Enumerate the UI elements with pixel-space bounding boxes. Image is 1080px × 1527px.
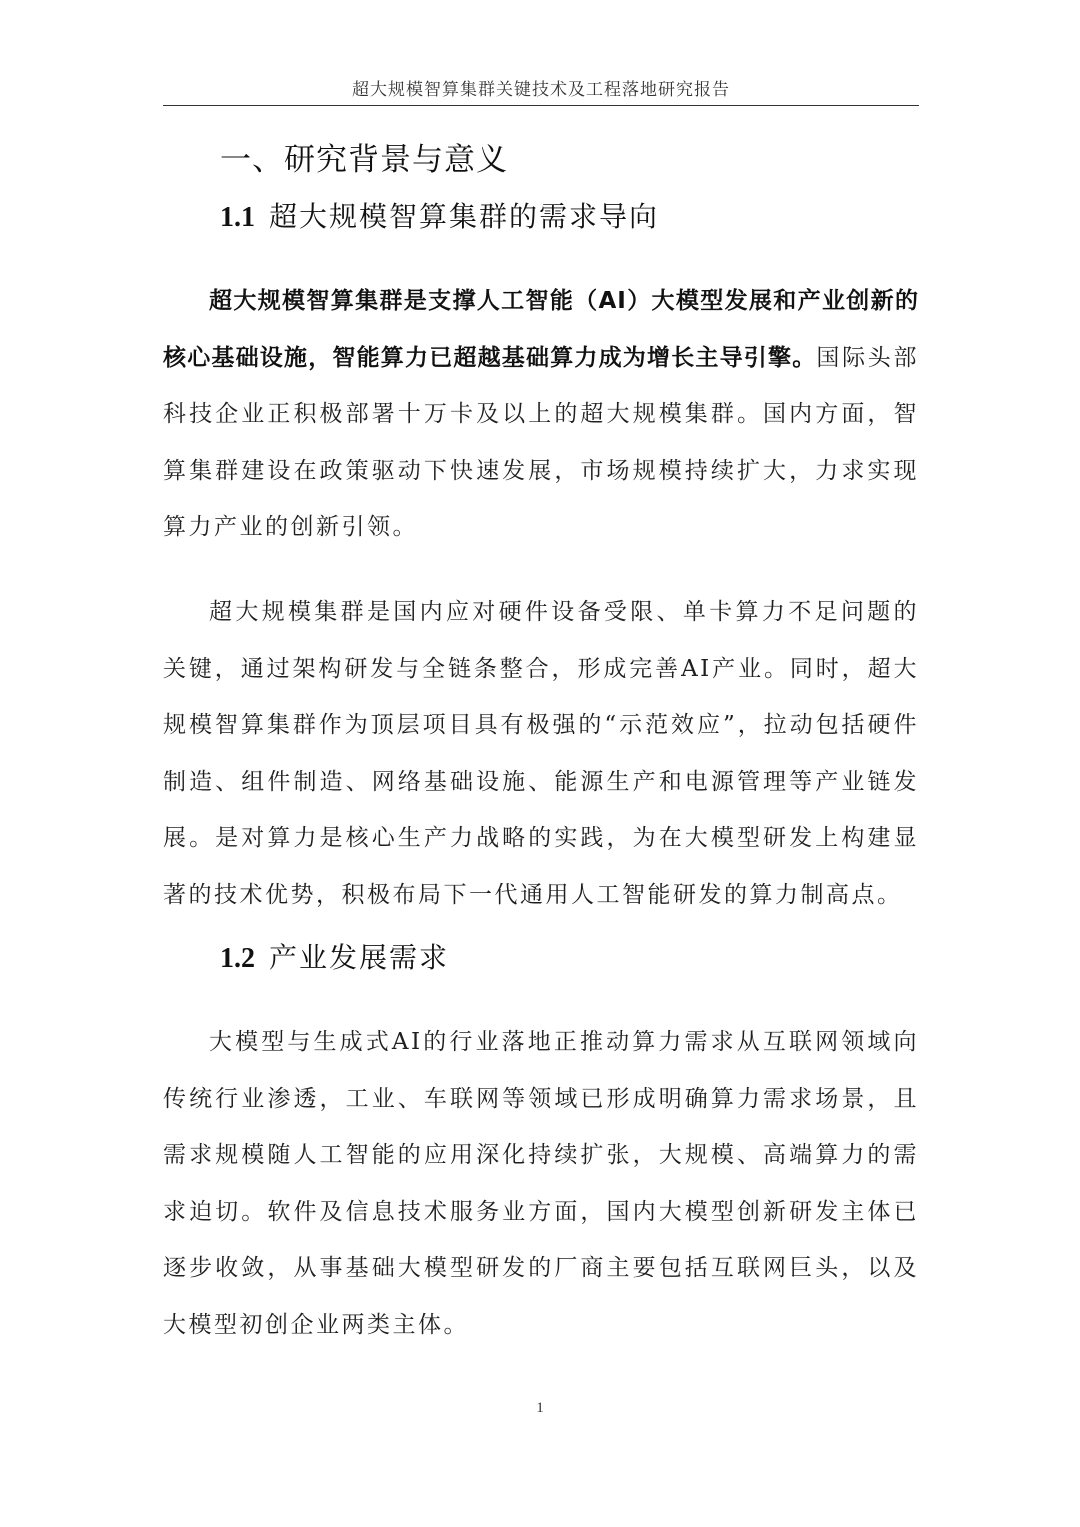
subsection-heading-1-1 xyxy=(220,197,659,238)
subsection-number: 1.1 xyxy=(220,202,255,233)
paragraph-1 xyxy=(163,273,919,556)
page-number: 1 xyxy=(536,1400,544,1416)
section-heading: 一、研究背景与意义 xyxy=(220,142,508,178)
subsection-title: 超大规模智算集群的需求导向 xyxy=(269,200,660,233)
subsection-number: 1.2 xyxy=(220,943,255,974)
paragraph-2: 超大规模集群是国内应对硬件设备受限、单卡算力不足问题的关键，通过架构研发与全链条整合，形成完善AI产业。同时，超大规模智算集群作为顶层项目具有极强的“示范效应”，拉动包括硬件制造、组件制造、网络基础设施、能源生产和电源管理等产业链发展。是对算力是核心生产力战略的实践，为在大模型研发上构建显著的技术优势，积极布局下一代通用人工智能研发的算力制高点。 xyxy=(163,599,919,908)
header-rule xyxy=(163,105,919,106)
paragraph-1-body: 国际头部科技企业正积极部署十万卡及以上的超大规模集群。国内方面，智算集群建设在政策驱动下快速发展，市场规模持续扩大，力求实现算力产业的创新引领。 xyxy=(163,344,920,540)
paragraph-3: 大模型与生成式AI的行业落地正推动算力需求从互联网领域向传统行业渗透，工业、车联网等领域已形成明确算力需求场景，且需求规模随人工智能的应用深化持续扩张，大规模、高端算力的需求迫切。软件及信息技术服务业方面，国内大模型创新研发主体已逐步收敛，从事基础大模型研发的厂商主要包括互联网巨头，以及大模型初创企业两类主体。 xyxy=(163,1029,919,1338)
subsection-title: 产业发展需求 xyxy=(269,941,450,974)
paragraph-1-bold-lead: 超大规模智算集群是支撑人工智能（AI）大模型发展和产业创新的核心基础设施，智能算力已超越基础算力成为增长主导引擎。 xyxy=(163,288,919,371)
running-header: 超大规模智算集群关键技术及工程落地研究报告 xyxy=(352,80,730,100)
subsection-heading-1-2 xyxy=(220,938,449,979)
